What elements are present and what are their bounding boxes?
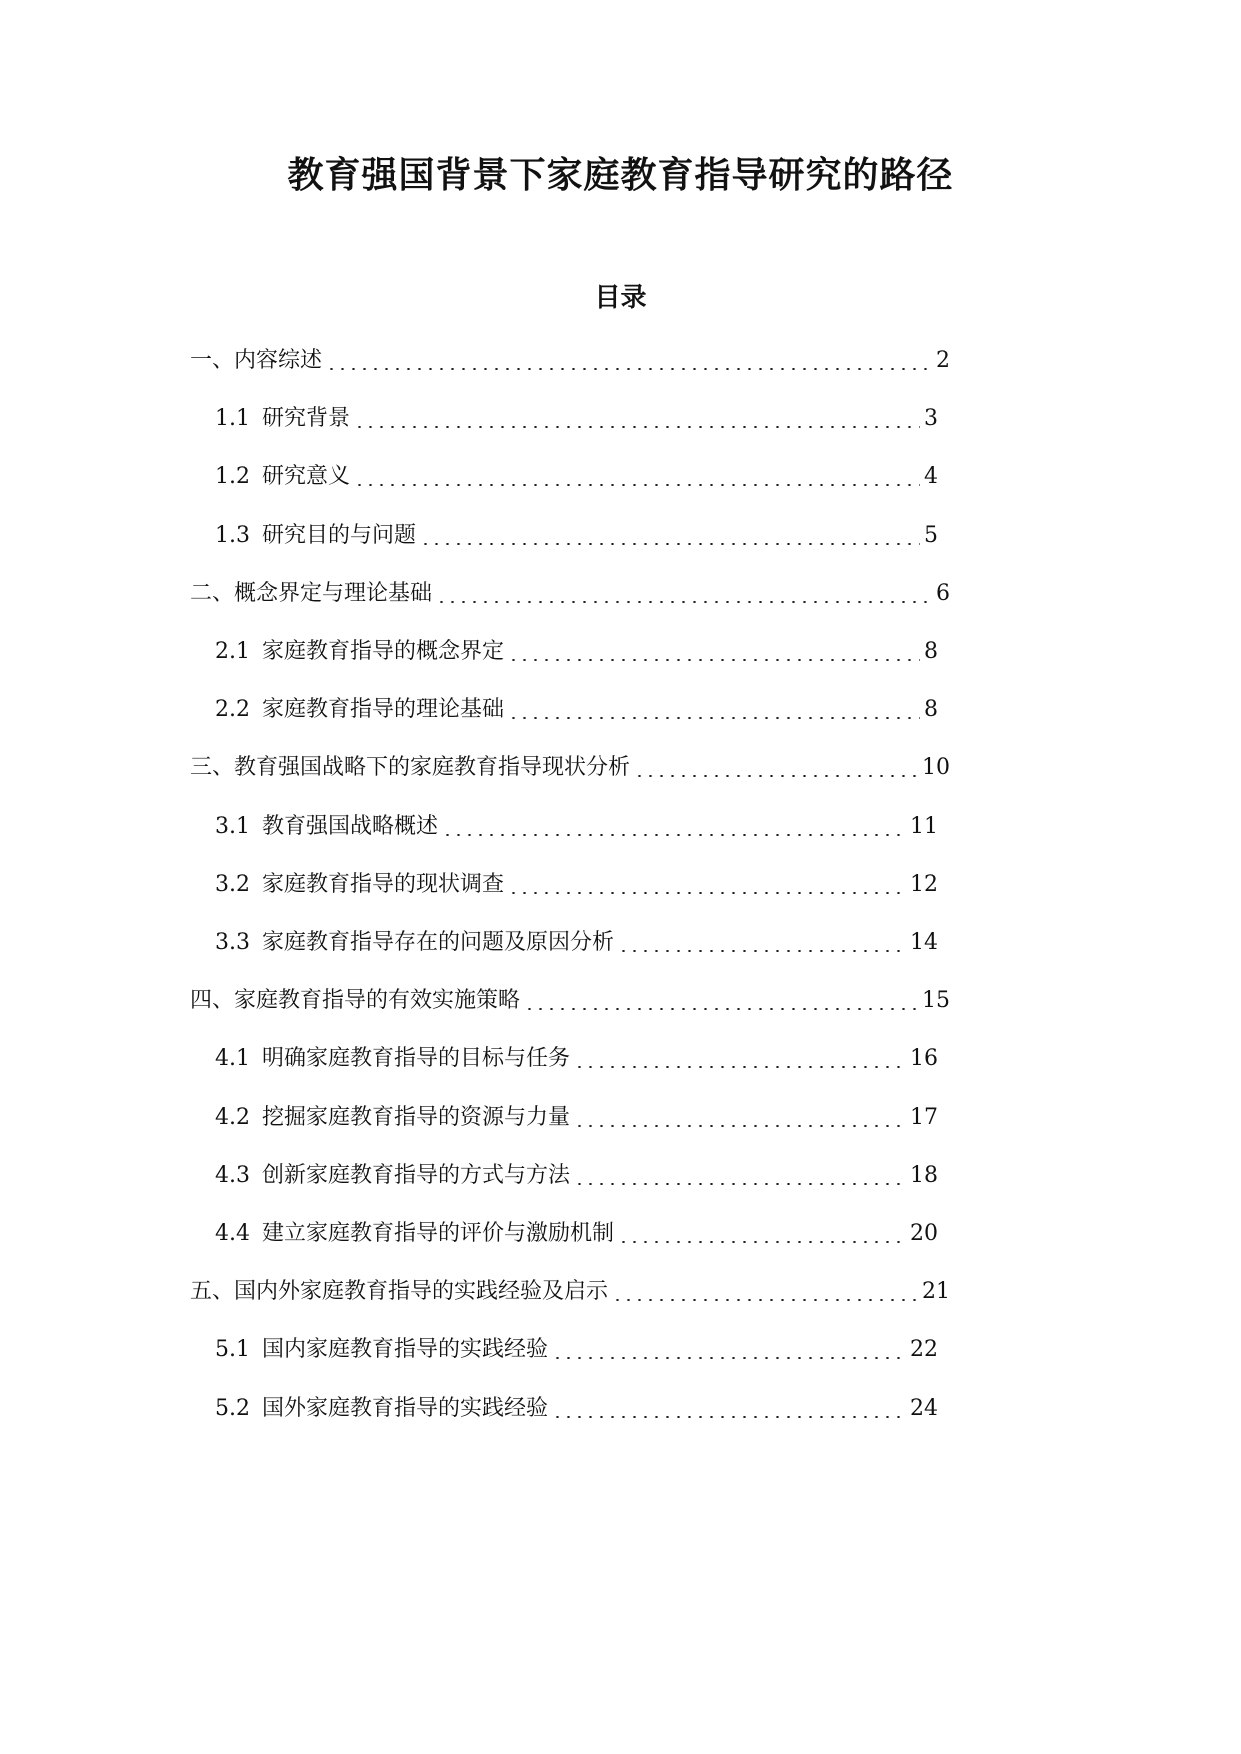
toc-entry[interactable] bbox=[215, 1334, 938, 1366]
toc-page-number: 16 bbox=[910, 1046, 938, 1072]
toc-page-number: 6 bbox=[936, 580, 950, 606]
toc-page-number: 14 bbox=[910, 930, 938, 955]
toc-page-number: 4 bbox=[924, 464, 938, 490]
toc-page-number: 11 bbox=[910, 813, 938, 839]
toc-entry[interactable] bbox=[215, 1218, 938, 1250]
toc-entry-label: 建立家庭教育指导的评价与激励机制 bbox=[262, 1221, 615, 1246]
toc-entry-label: 四、家庭教育指导的有效实施策略 bbox=[190, 988, 521, 1014]
toc-dot-leader bbox=[354, 484, 920, 486]
toc-entry-label: 研究目的与问题 bbox=[262, 522, 417, 548]
toc-entry[interactable] bbox=[215, 461, 938, 493]
toc-entry-label: 家庭教育指导的概念界定 bbox=[262, 639, 505, 664]
toc-page-number: 3 bbox=[924, 406, 938, 432]
toc-dot-leader bbox=[508, 659, 920, 661]
toc-entry-number: 3.3 bbox=[215, 930, 250, 955]
toc-dot-leader bbox=[508, 892, 906, 894]
toc-entry[interactable] bbox=[190, 1276, 950, 1308]
toc-page-number: 5 bbox=[924, 522, 938, 548]
toc-entry-number: 3.2 bbox=[215, 871, 250, 897]
toc-dot-leader bbox=[524, 1008, 918, 1010]
toc-entry-number: 1.2 bbox=[215, 464, 250, 490]
toc-entry-number: 4.4 bbox=[215, 1221, 250, 1246]
toc-entry-label: 明确家庭教育指导的目标与任务 bbox=[262, 1046, 571, 1072]
toc-entry-number: 5.1 bbox=[215, 1337, 250, 1363]
toc-dot-leader bbox=[574, 1125, 906, 1127]
toc-entry[interactable] bbox=[215, 1393, 938, 1425]
toc-entry[interactable] bbox=[215, 636, 938, 668]
toc-page-number: 15 bbox=[922, 988, 950, 1014]
toc-entry-number: 2.2 bbox=[215, 697, 250, 723]
toc-dot-leader bbox=[618, 1241, 906, 1243]
toc-entry[interactable] bbox=[190, 578, 950, 610]
toc-dot-leader bbox=[618, 950, 906, 952]
toc-entry[interactable] bbox=[215, 1043, 938, 1075]
toc-entry-number: 4.3 bbox=[215, 1162, 250, 1188]
document-title: 教育强国背景下家庭教育指导研究的路径 bbox=[287, 154, 954, 196]
toc-entry-label: 国外家庭教育指导的实践经验 bbox=[262, 1395, 549, 1421]
toc-dot-leader bbox=[326, 368, 932, 370]
toc-entry-label: 三、教育强国战略下的家庭教育指导现状分析 bbox=[190, 755, 631, 781]
toc-page-number: 18 bbox=[910, 1162, 938, 1188]
toc-page-number: 21 bbox=[922, 1279, 950, 1305]
toc-heading: 目录 bbox=[594, 283, 647, 313]
toc-dot-leader bbox=[354, 426, 920, 428]
toc-entry[interactable] bbox=[215, 403, 938, 435]
toc-entry-label: 五、国内外家庭教育指导的实践经验及启示 bbox=[190, 1279, 609, 1305]
toc-entry-label: 国内家庭教育指导的实践经验 bbox=[262, 1337, 549, 1363]
toc-entry-number: 4.1 bbox=[215, 1046, 250, 1072]
toc-dot-leader bbox=[574, 1183, 906, 1185]
toc-entry-label: 创新家庭教育指导的方式与方法 bbox=[262, 1162, 571, 1188]
toc-entry-label: 二、概念界定与理论基础 bbox=[190, 580, 433, 606]
toc-page-number: 8 bbox=[924, 697, 938, 723]
toc-dot-leader bbox=[552, 1416, 906, 1418]
toc-page-number: 22 bbox=[910, 1337, 938, 1363]
toc-dot-leader bbox=[552, 1357, 906, 1359]
toc-page-number: 24 bbox=[910, 1395, 938, 1421]
toc-entry-number: 5.2 bbox=[215, 1395, 250, 1421]
toc-entry[interactable] bbox=[190, 345, 950, 377]
toc-entry-label: 一、内容综述 bbox=[190, 348, 323, 373]
toc-dot-leader bbox=[634, 775, 918, 777]
toc-entry[interactable] bbox=[215, 1160, 938, 1192]
toc-dot-leader bbox=[612, 1299, 918, 1301]
toc-entry[interactable] bbox=[215, 927, 938, 959]
toc-dot-leader bbox=[442, 834, 906, 836]
toc-page-number: 20 bbox=[910, 1221, 938, 1246]
toc-entry-label: 研究背景 bbox=[262, 406, 351, 432]
toc-entry[interactable] bbox=[215, 520, 938, 552]
toc-entry-number: 1.3 bbox=[215, 522, 250, 548]
toc-page-number: 2 bbox=[936, 348, 950, 373]
toc-page-number: 10 bbox=[922, 755, 950, 781]
toc-dot-leader bbox=[574, 1066, 906, 1068]
toc-entry[interactable] bbox=[215, 694, 938, 726]
toc-entry[interactable] bbox=[215, 869, 938, 901]
toc-entry[interactable] bbox=[215, 811, 938, 843]
toc-page-number: 12 bbox=[910, 871, 938, 897]
toc-entry-number: 3.1 bbox=[215, 813, 250, 839]
toc-page-number: 17 bbox=[910, 1104, 938, 1130]
toc-entry-number: 4.2 bbox=[215, 1104, 250, 1130]
toc-entry-label: 挖掘家庭教育指导的资源与力量 bbox=[262, 1104, 571, 1130]
toc-entry-label: 家庭教育指导的理论基础 bbox=[262, 697, 505, 723]
toc-dot-leader bbox=[508, 717, 920, 719]
toc-dot-leader bbox=[436, 601, 932, 603]
toc-entry-label: 家庭教育指导存在的问题及原因分析 bbox=[262, 930, 615, 955]
toc-entry-number: 2.1 bbox=[215, 639, 250, 664]
toc-entry-label: 家庭教育指导的现状调查 bbox=[262, 871, 505, 897]
toc-entry-label: 教育强国战略概述 bbox=[262, 813, 439, 839]
toc-page-number: 8 bbox=[924, 639, 938, 664]
toc-entry-number: 1.1 bbox=[215, 406, 250, 432]
toc-dot-leader bbox=[420, 543, 920, 545]
toc-entry[interactable] bbox=[190, 985, 950, 1017]
toc-entry[interactable] bbox=[215, 1102, 938, 1134]
toc-entry-label: 研究意义 bbox=[262, 464, 351, 490]
toc-entry[interactable] bbox=[190, 752, 950, 784]
